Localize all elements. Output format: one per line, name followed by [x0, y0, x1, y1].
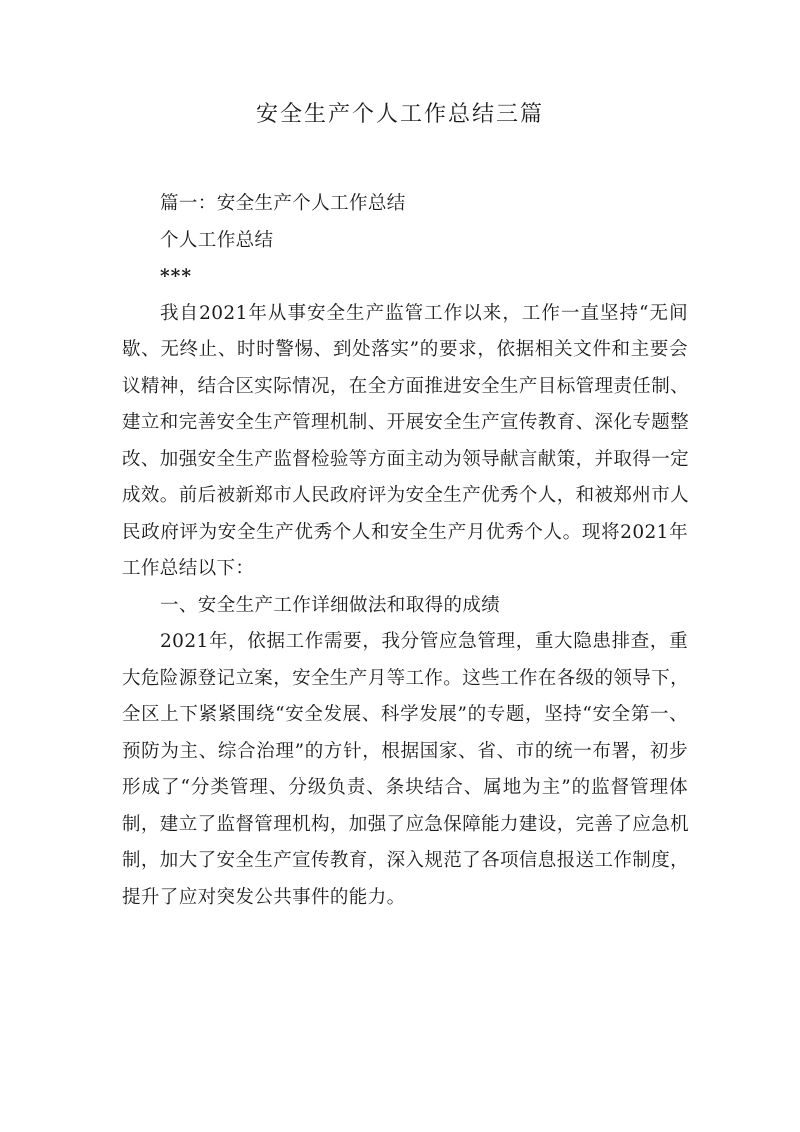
paragraph-1-line: 我自2021年从事安全生产监管工作以来，工作一直坚持“无间: [160, 302, 688, 324]
paragraph-1-line: 议精神，结合区实际情况，在全方面推进安全生产目标管理责任制、: [122, 375, 690, 397]
paragraph-2-line: 大危险源登记立案，安全生产月等工作。这些工作在各级的领导下，: [122, 667, 690, 689]
paragraph-1-line: 建立和完善安全生产管理机制、开展安全生产宣传教育、深化专题整: [122, 412, 690, 433]
paragraph-2-line: 制，加大了安全生产宣传教育，深入规范了各项信息报送工作制度，: [122, 850, 690, 871]
paragraph-2-line: 2021年，依据工作需要，我分管应急管理，重大隐患排查，重: [160, 631, 688, 652]
paragraph-2-line: 提升了应对突发公共事件的能力。: [122, 886, 406, 908]
paragraph-2-line: 预防为主、综合治理”的方针，根据国家、省、市的统一布署，初步: [122, 740, 688, 762]
paragraph-1-line: 歇、无终止、时时警惕、到处落实”的要求，依据相关文件和主要会: [122, 339, 688, 360]
paragraph-1-line: 改、加强安全生产监督检验等方面主动为领导献言献策，并取得一定: [122, 448, 690, 470]
paragraph-1-line: 工作总结以下：: [122, 558, 255, 579]
subheading: 个人工作总结: [160, 229, 274, 251]
author-placeholder: ***: [160, 266, 193, 287]
document-body: [122, 186, 688, 916]
paragraph-2-line: 全区上下紧紧围绕“安全发展、科学发展”的专题，坚持“安全第一、: [122, 704, 688, 725]
section-heading: 篇一：安全生产个人工作总结: [160, 193, 406, 214]
section-1-heading: 一、安全生产工作详细做法和取得的成绩: [160, 594, 501, 616]
paragraph-1-line: 民政府评为安全生产优秀个人和安全生产月优秀个人。现将2021年: [122, 521, 688, 543]
document-title: 安全生产个人工作总结三篇: [255, 102, 544, 127]
paragraph-1-line: 成效。前后被新郑市人民政府评为安全生产优秀个人，和被郑州市人: [122, 485, 690, 506]
paragraph-2-line: 形成了“分类管理、分级负责、条块结合、属地为主”的监督管理体: [122, 777, 688, 798]
paragraph-2-line: 制，建立了监督管理机构，加强了应急保障能力建设，完善了应急机: [122, 813, 690, 835]
